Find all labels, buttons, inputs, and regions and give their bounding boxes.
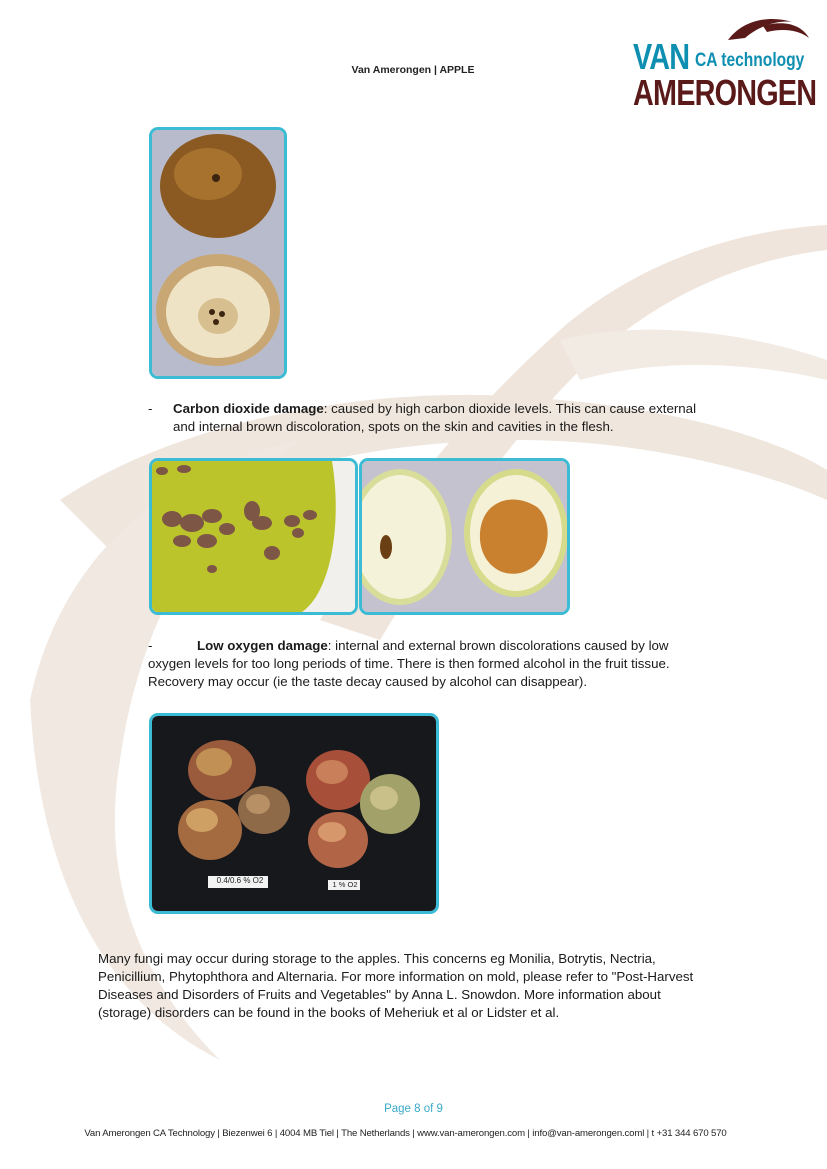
oxygen-text-line3: Recovery may occur (ie the taste decay caused by alcohol can disappear). <box>148 674 588 689</box>
footer-address: Van Amerongen CA Technology | Biezenwei 6 | 4004 MB Tiel | The Netherlands | www.van-amerongen.com | info@van-amerongen.coml | t +31 344 670 570 <box>84 1128 727 1139</box>
fungi-line2: Penicillium, Phytophthora and Alternaria. For more information on mold, please refer to "Post-Harvest <box>98 969 694 984</box>
header-title: Van Amerongen | APPLE <box>351 64 475 76</box>
co2-text-line2: and internal brown discoloration, spots on the skin and cavities in the flesh. <box>173 419 614 434</box>
photo-apple-cross-sections <box>359 458 570 615</box>
co2-term: Carbon dioxide damage <box>173 401 324 416</box>
logo-swoosh-icon <box>723 10 813 50</box>
page-number: Page 8 of 9 <box>384 1103 443 1115</box>
fungi-paragraph <box>98 950 738 1022</box>
logo-tagline: CA technology <box>695 50 805 71</box>
oxygen-paragraph <box>148 637 748 691</box>
photo-label-low-oxygen: 0.4/0.6 % O2 <box>216 876 264 885</box>
photo-apple-spots <box>149 458 358 615</box>
logo-line1: VAN <box>633 36 690 77</box>
co2-text: : caused by high carbon dioxide levels. This can cause external <box>323 401 697 416</box>
oxygen-term: Low oxygen damage <box>197 638 328 653</box>
company-logo <box>628 10 818 113</box>
oxygen-text-line2: oxygen levels for too long periods of time. There is then formed alcohol in the fruit tissue. <box>148 656 670 671</box>
photo-label-one-percent-oxygen: 1 % O2 <box>332 880 358 889</box>
fungi-line3: Diseases and Disorders of Fruits and Vegetables" by Anna L. Snowdon. More information about <box>98 987 661 1002</box>
oxygen-text: : internal and external brown discolorations caused by low <box>327 638 669 653</box>
fungi-line4: (storage) disorders can be found in the books of Meheriuk et al or Lidster et al. <box>98 1005 560 1020</box>
co2-bullet: - <box>148 401 153 416</box>
co2-paragraph <box>173 400 733 436</box>
fungi-line1: Many fungi may occur during storage to the apples. This concerns eg Monilia, Botrytis, Nectria, <box>98 951 656 966</box>
photo-apple-browning <box>149 127 287 379</box>
photo-apples-oxygen-levels <box>149 713 439 914</box>
logo-line2: AMERONGEN <box>633 72 817 113</box>
oxygen-bullet: - <box>148 638 153 653</box>
